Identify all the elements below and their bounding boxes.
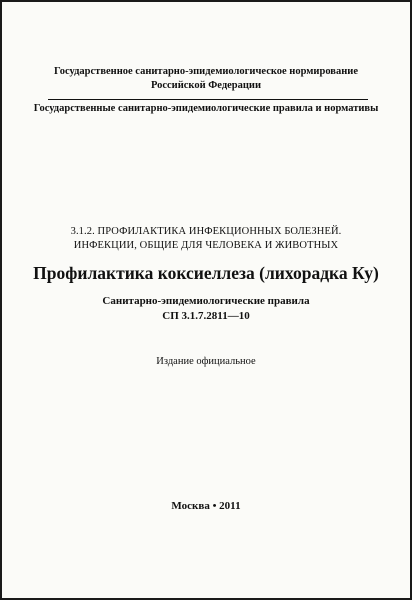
rules-code: СП 3.1.7.2811—10 [162, 310, 250, 322]
place-and-year: Москва • 2011 [171, 500, 241, 512]
issuing-authority [2, 65, 410, 93]
section-line-2: ИНФЕКЦИИ, ОБЩИЕ ДЛЯ ЧЕЛОВЕКА И ЖИВОТНЫХ [73, 240, 339, 251]
document-series: Государственные санитарно-эпидемиологические правила и нормативы [33, 103, 379, 114]
authority-line-1: Государственное санитарно-эпидемиологическое нормирование [53, 66, 358, 77]
document-title: Профилактика коксиеллеза (лихорадка Ку) [33, 263, 379, 283]
document-subtitle [2, 294, 410, 324]
edition-label: Издание официальное [156, 356, 256, 367]
section-line-1: 3.1.2. ПРОФИЛАКТИКА ИНФЕКЦИОННЫХ БОЛЕЗНЕЙ. [70, 226, 342, 237]
section-heading [2, 225, 410, 253]
rules-type: Санитарно-эпидемиологические правила [102, 295, 310, 307]
header-divider [48, 99, 368, 100]
authority-line-2: Российской Федерации [150, 80, 262, 91]
